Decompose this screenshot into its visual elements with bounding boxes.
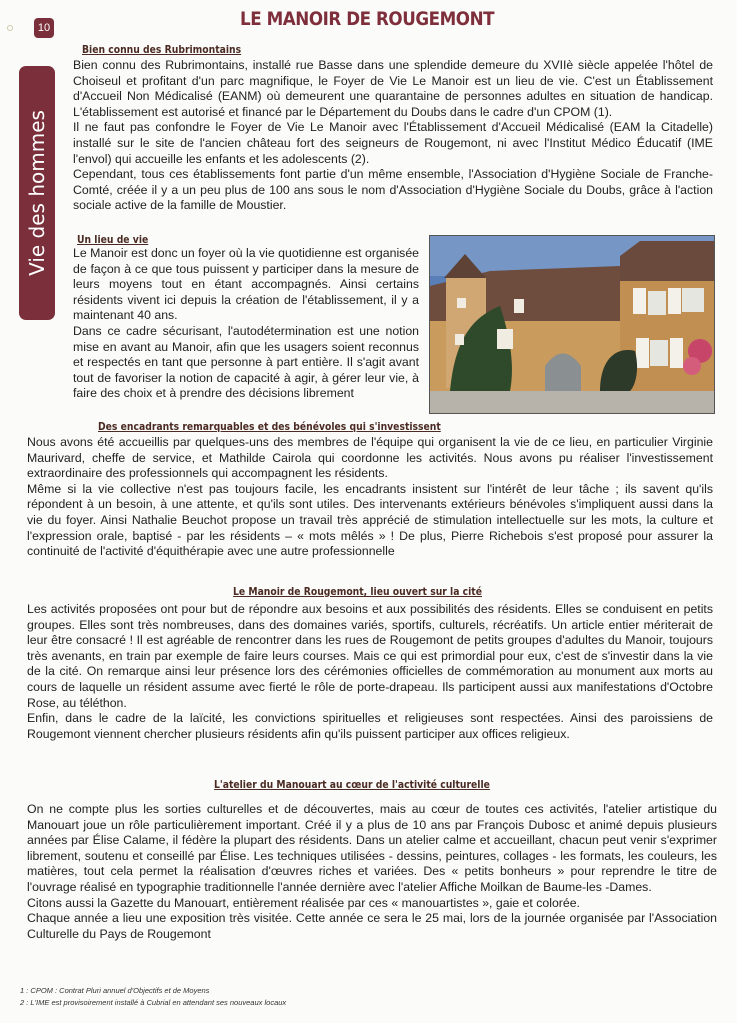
paragraph: Les activités proposées ont pour but de répondre aux besoins et aux possibilités des résidents. Elles se conduisent en petits groupes. Elles sont très nombreuses, dans des domaines variés, sportifs, culturels, récréatifs. Un article entier mériterait de leur être consacré ! Il est agréable de rencontrer dans les rues de Rougemont de petits groupes d'adultes du Manoir, toujours très avenants, en train par exemple de faire leurs courses. Mais ce qui est primordial pour eux, c'est de s'investir dans la vie de la cité. On remarque ainsi leur présence lors des cérémonies officielles de commémoration au monument aux morts au cours de laquelle un résident assume avec fierté le rôle de porte-drapeau. Ils participent aussi aux manifestations d'Octobre Rose, au téléthon. xyxy=(27,602,713,710)
section-heading: L'atelier du Manouart au cœur de l'activité culturelle xyxy=(214,779,490,791)
section-heading: Un lieu de vie xyxy=(77,234,149,246)
page-title: LE MANOIR DE ROUGEMONT xyxy=(240,8,495,30)
section-tab-label: Vie des hommes xyxy=(25,110,49,276)
paragraph: Bien connu des Rubrimontains, installé rue Basse dans une splendide demeure du XVIIè siècle appelée l'hôtel de Choiseul et profitant d'un parc magnifique, le Foyer de Vie Le Manoir est un lieu de vie. C'est un Établissement d'Accueil Non Médicalisé (EANM) où demeurent une quarantaine de personnes adultes en situation de handicap. L'établissement est autorisé et financé par le Département du Doubs dans le cadre d'un CPOM (1). xyxy=(73,58,713,119)
paragraph: Chaque année a lieu une exposition très visitée. Cette année ce sera le 25 mai, lors de la journée organisée par l'Association Culturelle du Pays de Rougemont xyxy=(27,911,717,941)
footnote: 1 : CPOM : Contrat Pluri annuel d'Objectifs et de Moyens xyxy=(20,986,210,995)
paragraph: On ne compte plus les sorties culturelles et de découvertes, mais au cœur de toutes ces activités, l'atelier artistique du Manouart joue un rôle particulièrement important. Créé il y a plus de 10 ans par François Dubosc et animé depuis plusieurs années par Élise Calame, il fédère la plupart des résidents. Dans un atelier calme et accueillant, chacun peut venir s'exprimer librement, soutenu et conseillé par Élise. Les techniques utilisées - dessins, peintures, collages - les formats, les couleurs, les matières, tout cela permet la réalisation d'œuvres riches et variées. Des « petits bonheurs » pour reprendre le titre de l'ouvrage réalisé en typographie traditionnelle l'année dernière avec l'atelier Affiche Moilkan de Baume-les -Dames. xyxy=(27,802,717,894)
section-body xyxy=(27,435,713,560)
section-body xyxy=(27,802,717,942)
footnote: 2 : L'IME est provisoirement installé à Cubrial en attendant ses nouveaux locaux xyxy=(20,998,287,1007)
decorative-dot xyxy=(7,25,13,31)
page-number-badge: 10 xyxy=(34,18,54,38)
paragraph: Il ne faut pas confondre le Foyer de Vie Le Manoir avec l'Établissement d'Accueil Médicalisé (EAM la Citadelle) installé sur le site de l'ancien château fort des seigneurs de Rougemont, ni avec l'Institut Médico Éducatif (IME l'envol) qui accueille les enfants et les adolescents (2). xyxy=(73,120,713,166)
section-heading: Des encadrants remarquables et des bénévoles qui s'investissent xyxy=(98,421,441,433)
section-body xyxy=(27,602,713,742)
section-body xyxy=(73,58,713,214)
paragraph: Même si la vie collective n'est pas toujours facile, les encadrants insistent sur l'intérêt de leur tâche ; ils savent qu'ils répondent à un besoin, à une attente, et qu'ils sont utiles. Des intervenants extérieurs bénévoles s'impliquent aussi dans la vie du foyer. Ainsi Nathalie Beuchot propose un travail très apprécié de stimulation intellectuelle sur les mots, la culture et l'expression orale, baptisé - par les résidents – « mots mêlés » ! De plus, Pierre Richebois s'est proposé pour assurer la continuité de l'activité d'équithérapie avec une autre professionnelle xyxy=(27,481,713,559)
manor-photo xyxy=(429,235,715,414)
paragraph: Le Manoir est donc un foyer où la vie quotidienne est organisée de façon à ce que tous puissent y participer dans la mesure de leurs moyens tout en étant accompagnés. Ainsi certains résidents vivent ici depuis la création de l'établissement, il y a maintenant 40 ans. xyxy=(73,246,419,323)
section-heading: Le Manoir de Rougemont, lieu ouvert sur la cité xyxy=(233,586,482,598)
paragraph: Nous avons été accueillis par quelques-uns des membres de l'équipe qui organisent la vie de ce lieu, en particulier Virginie Maurivard, cheffe de service, et Mathilde Cairola qui coordonne les activités. Nous avons pu réaliser l'investissement extraordinaire des professionnels qui accompagnent les résidents. xyxy=(27,435,713,481)
section-body xyxy=(73,246,419,402)
paragraph: Cependant, tous ces établissements font partie d'un même ensemble, l'Association d'Hygiène Sociale de Franche-Comté, créée il y a un peu plus de 100 ans sous le nom d'Association d'Hygiène Sociale du Doubs, grâce à l'action sociale active de la famille de Moustier. xyxy=(73,167,713,213)
section-heading: Bien connu des Rubrimontains xyxy=(82,44,242,56)
section-tab xyxy=(19,66,55,320)
paragraph: Dans ce cadre sécurisant, l'autodétermination est une notion mise en avant au Manoir, afin que les usagers soient reconnus et respectés en tant que personne à part entière. Il s'agit avant tout de favoriser la notion de capacité à agir, à gérer leur vie, à faire des choix et à prendre des décisions librement xyxy=(73,323,419,401)
manor-building-image xyxy=(430,236,714,413)
paragraph: Enfin, dans le cadre de la laïcité, les convictions spirituelles et religieuses sont respectées. Ainsi des paroissiens de Rougemont viennent chercher plusieurs résidents afin qu'ils puissent participer aux offices religieux. xyxy=(27,711,713,741)
paragraph: Citons aussi la Gazette du Manouart, entièrement réalisée par ces « manouartistes », gaie et colorée. xyxy=(27,895,580,910)
